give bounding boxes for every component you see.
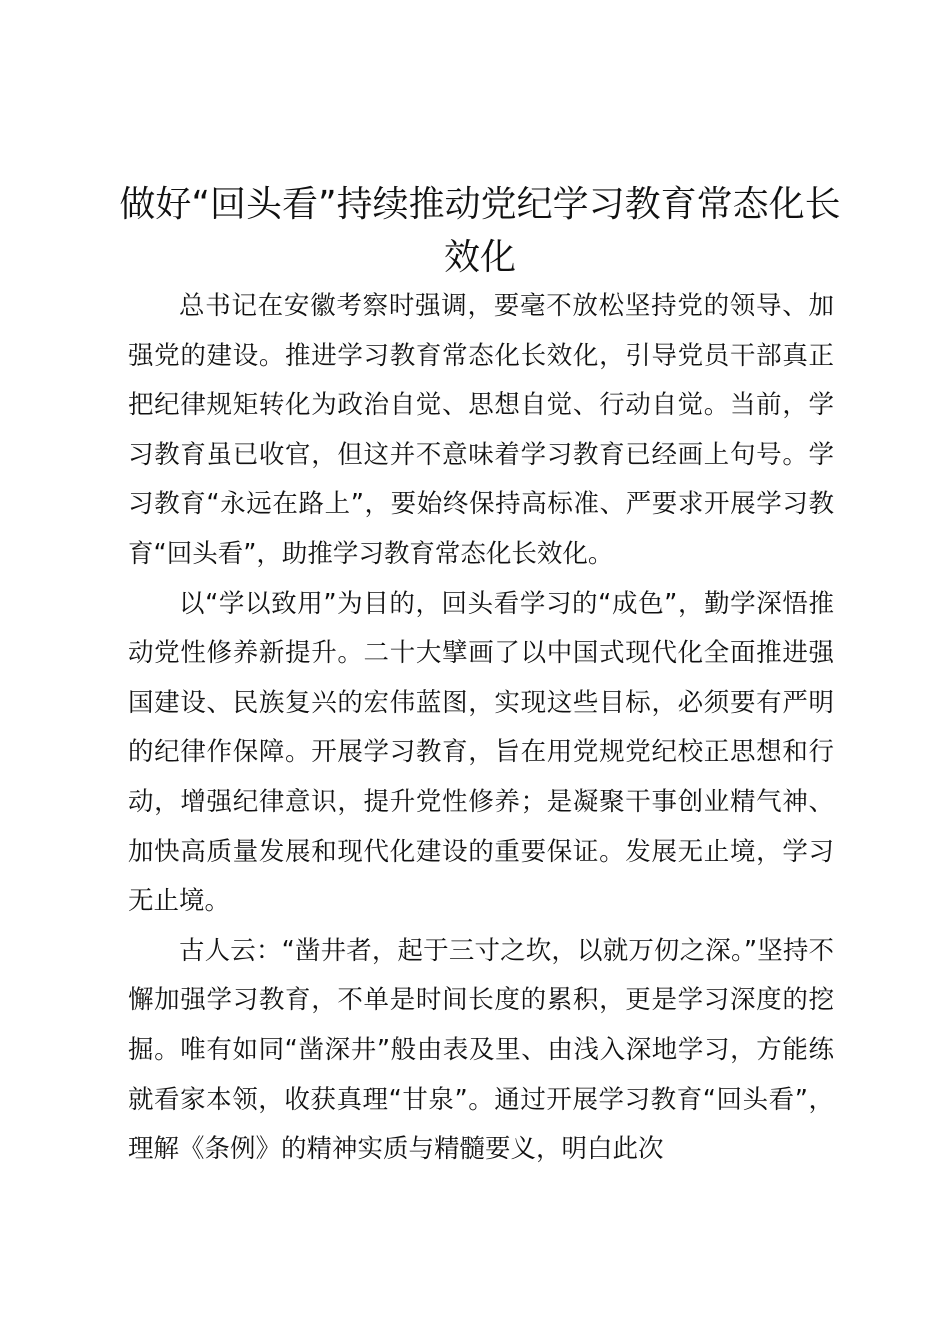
paragraph-2: 以“学以致用”为目的，回头看学习的“成色”，勤学深悟推动党性修养新提升。二十大擘画了以中国式现代化全面推进强国建设、民族复兴的宏伟蓝图，实现这些目标，必须要有严明的纪律作保障。开展学习教育，旨在用党规党纪校正思想和行动，增强纪律意识，提升党性修养；是凝聚干事创业精气神、加快高质量发展和现代化建设的重要保证。发展无止境，学习无止境。 — [128, 588, 834, 917]
document-title: 做好“回头看”持续推动党纪学习教育常态化长效化 — [119, 184, 841, 278]
document-body — [128, 282, 834, 1175]
paragraph-3: 古人云：“凿井者，起于三寸之坎，以就万仞之深。”坚持不懈加强学习教育，不单是时间长度的累积，更是学习深度的挖掘。唯有如同“凿深井”般由表及里、由浅入深地学习，方能练就看家本领，收获真理“甘泉”。通过开展学习教育“回头看”，理解《条例》的精神实质与精髓要义，明白此次 — [128, 935, 834, 1165]
paragraph-1: 总书记在安徽考察时强调，要毫不放松坚持党的领导、加强党的建设。推进学习教育常态化长效化，引导党员干部真正把纪律规矩转化为政治自觉、思想自觉、行动自觉。当前，学习教育虽已收官，但这并不意味着学习教育已经画上句号。学习教育“永远在路上”，要始终保持高标准、严要求开展学习教育“回头看”，助推学习教育常态化长效化。 — [128, 291, 834, 569]
